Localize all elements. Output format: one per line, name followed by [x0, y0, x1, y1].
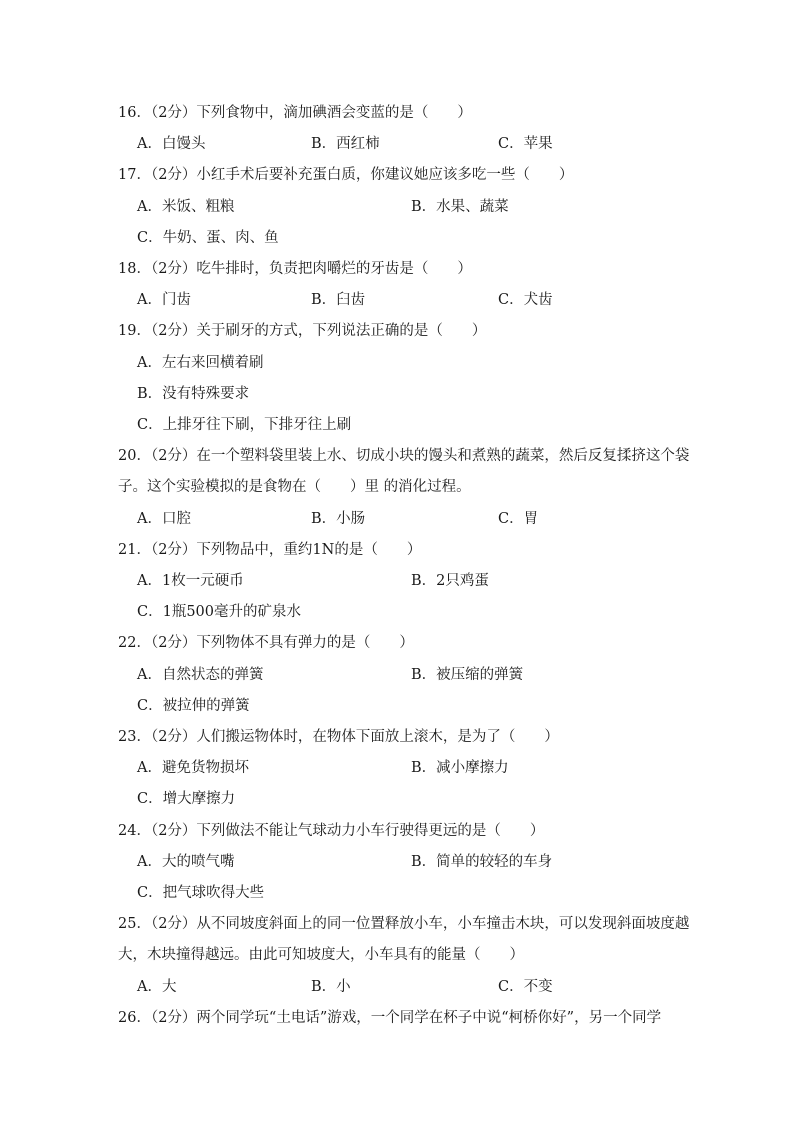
option: A．左右来回横着刷 [137, 355, 264, 371]
option: B．2只鸡蛋 [411, 573, 489, 589]
question-26-stem: 26．（2分）两个同学玩“土电话”游戏，一个同学在杯子中说“柯桥你好”，另一个同学 [118, 1010, 662, 1026]
option: C．不变 [498, 979, 553, 995]
option: A．1枚一元硬币 [137, 573, 244, 589]
option: B．被压缩的弹簧 [411, 667, 524, 683]
question-17-stem: 17．（2分）小红手术后要补充蛋白质，你建议她应该多吃一些（ ） [118, 167, 574, 183]
question-20-stem: 子。这个实验模拟的是食物在（ ）里 的消化过程。 [118, 479, 471, 495]
option: A．大 [137, 979, 177, 995]
question-19-stem: 19．（2分）关于刷牙的方式，下列说法正确的是（ ） [118, 323, 487, 339]
option: C．胃 [498, 511, 539, 527]
option: C．苹果 [498, 136, 553, 152]
option: C．犬齿 [498, 292, 553, 308]
option: B．减小摩擦力 [411, 760, 509, 776]
option: B．没有特殊要求 [137, 386, 250, 402]
option: B．西红柿 [311, 136, 380, 152]
option: B．水果、蔬菜 [411, 199, 509, 215]
option: A．米饭、粗粮 [137, 199, 235, 215]
question-20-stem: 20．（2分）在一个塑料袋里装上水、切成小块的馒头和煮熟的蔬菜，然后反复揉挤这个袋 [118, 448, 690, 464]
question-18-stem: 18．（2分）吃牛排时，负责把肉嚼烂的牙齿是（ ） [118, 261, 472, 277]
option: C．1瓶500毫升的矿泉水 [137, 604, 301, 620]
question-16-stem: 16．（2分）下列食物中，滴加碘酒会变蓝的是（ ） [118, 105, 472, 121]
option: C．增大摩擦力 [137, 791, 236, 807]
option: B．臼齿 [311, 292, 366, 308]
option: B．简单的较轻的车身 [411, 854, 553, 870]
question-22-stem: 22．（2分）下列物体不具有弹力的是（ ） [118, 635, 414, 651]
option: A．口腔 [137, 511, 191, 527]
question-23-stem: 23．（2分）人们搬运物体时，在物体下面放上滚木，是为了（ ） [118, 729, 559, 745]
option: B．小肠 [311, 511, 366, 527]
question-25-stem: 25．（2分）从不同坡度斜面上的同一位置释放小车，小车撞击木块，可以发现斜面坡度越 [118, 916, 690, 932]
option: B．小 [311, 979, 351, 995]
option: C．牛奶、蛋、肉、鱼 [137, 230, 279, 246]
option: A．自然状态的弹簧 [137, 667, 264, 683]
question-21-stem: 21．（2分）下列物品中，重约1N的是（ ） [118, 542, 422, 558]
option: C．把气球吹得大些 [137, 885, 265, 901]
option: A．避免货物损坏 [137, 760, 249, 776]
question-25-stem: 大，木块撞得越远。由此可知坡度大，小车具有的能量（ ） [118, 947, 524, 963]
option: C．被拉伸的弹簧 [137, 698, 250, 714]
option: A．大的喷气嘴 [137, 854, 235, 870]
option: A．白馒头 [137, 136, 206, 152]
question-24-stem: 24．（2分）下列做法不能让气球动力小车行驶得更远的是（ ） [118, 823, 545, 839]
option: C．上排牙往下刷，下排牙往上刷 [137, 417, 352, 433]
option: A．门齿 [137, 292, 191, 308]
